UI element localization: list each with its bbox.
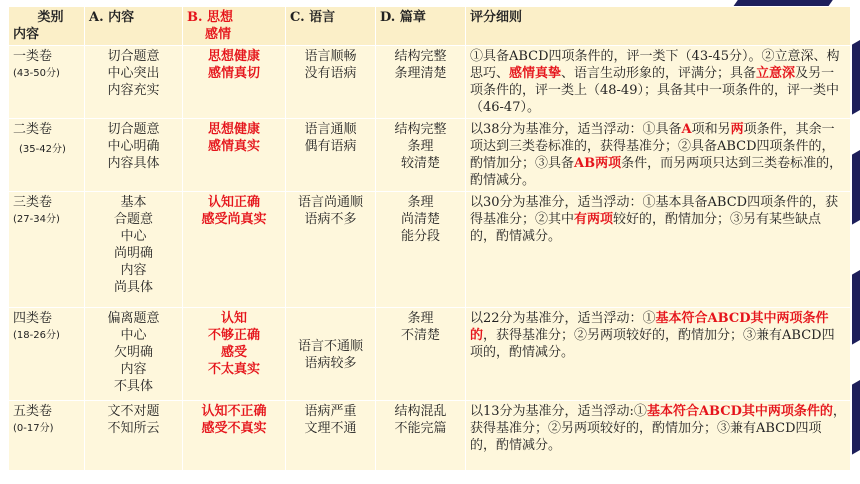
- structure-line: 条理清楚: [394, 66, 447, 81]
- grade-name: 三类卷: [13, 195, 53, 210]
- scoring-detail-cell: [466, 401, 851, 471]
- content-line: 内容充实: [107, 83, 160, 98]
- content-line: 不知所云: [107, 421, 160, 436]
- structure-cell: [376, 192, 466, 308]
- structure-line: 尚清楚: [400, 212, 440, 227]
- detail-text: 条件，而另两项只达到三类卷标准的，酌情减分。: [470, 156, 843, 188]
- content-line: 中心: [120, 229, 147, 244]
- detail-text: 以22分为基准分，适当浮动：①: [470, 311, 656, 326]
- header-col-b: [183, 7, 286, 46]
- emotion-line: 认知不正确: [201, 404, 267, 419]
- scoring-detail-cell: [466, 192, 851, 308]
- grade-range: (18-26分): [13, 330, 60, 341]
- content-line: 中心明确: [107, 139, 160, 154]
- table-row: [9, 119, 851, 192]
- grade-cell: [9, 46, 85, 119]
- grade-range: (0-17分): [13, 423, 54, 434]
- content-line: 内容: [120, 362, 147, 377]
- language-line: 文理不通: [304, 421, 357, 436]
- table-row: [9, 308, 851, 401]
- content-line: 中心: [120, 328, 147, 343]
- emotion-line: 感受: [220, 345, 247, 360]
- language-line: 语言不通顺: [297, 339, 363, 354]
- grade-range: (35-42分): [19, 144, 66, 155]
- emotion-line: 思想健康: [207, 49, 260, 64]
- language-cell: [286, 119, 376, 192]
- scoring-detail-cell: [466, 46, 851, 119]
- language-cell: [286, 46, 376, 119]
- emotion-cell: [183, 192, 286, 308]
- content-cell: [85, 46, 183, 119]
- emotion-line: 认知: [220, 311, 247, 326]
- content-line: 偏离题意: [107, 311, 160, 326]
- content-cell: [85, 119, 183, 192]
- emotion-cell: [183, 401, 286, 471]
- table-row: [9, 401, 851, 471]
- structure-line: 结构完整: [394, 49, 447, 64]
- language-line: 偶有语病: [304, 139, 357, 154]
- language-cell: [286, 308, 376, 401]
- detail-text: ①具备ABCD四项条件的，评一类下（43-45分）。②立意深、构思巧、: [470, 49, 840, 81]
- structure-line: 不清楚: [400, 328, 440, 343]
- language-cell: [286, 401, 376, 471]
- language-line: 语言尚通顺: [297, 195, 363, 210]
- content-line: 文不对题: [107, 404, 160, 419]
- header-col-detail: 评分细则: [466, 7, 851, 46]
- language-cell: [286, 192, 376, 308]
- emotion-line: 认知正确: [207, 195, 260, 210]
- emotion-line: 思想健康: [207, 122, 260, 137]
- detail-text: 项条件，其余一项达到三类卷标准的，获得基准分；②具备ABCD四项条件的，酌情加分；③具备: [470, 122, 835, 171]
- structure-cell: [376, 308, 466, 401]
- detail-text: 较好的，酌情加分；③另有某些缺点的，酌情减分。: [470, 212, 822, 244]
- grade-name: 一类卷: [13, 49, 53, 64]
- structure-line: 结构完整: [394, 122, 447, 137]
- grade-name: 四类卷: [13, 311, 53, 326]
- detail-highlight: 两: [730, 122, 744, 137]
- grading-table: [8, 6, 851, 471]
- detail-text: ，获得基准分；②另两项较好的，酌情加分；③兼有ABCD四项的，酌情减分。: [470, 328, 835, 360]
- scoring-detail-cell: [466, 308, 851, 401]
- detail-highlight: AB两项: [574, 156, 622, 171]
- emotion-line: 感情真切: [207, 66, 260, 81]
- language-line: 没有语病: [304, 66, 357, 81]
- structure-line: 较清楚: [400, 156, 440, 171]
- grade-range: (27-34分): [13, 214, 60, 225]
- grade-name: 二类卷: [13, 122, 53, 137]
- content-line: 欠明确: [113, 345, 153, 360]
- detail-text: 以30分为基准分，适当浮动：①基本具备ABCD四项条件的，获得基准分；②其中: [470, 195, 839, 227]
- emotion-line: 不够正确: [207, 328, 260, 343]
- structure-line: 条理: [407, 139, 434, 154]
- structure-cell: [376, 401, 466, 471]
- content-cell: [85, 308, 183, 401]
- language-line: 语言通顺: [304, 122, 357, 137]
- language-line: 语病严重: [304, 404, 357, 419]
- detail-text: ，获得基准分；②另两项较好的，酌情加分；③兼有ABCD四项的，酌情减分。: [470, 404, 846, 453]
- header-col-b-line1: B. 思想: [187, 10, 234, 25]
- header-col-c: C. 语言: [286, 7, 376, 46]
- content-line: 基本: [120, 195, 147, 210]
- grade-cell: [9, 308, 85, 401]
- emotion-line: 感受尚真实: [201, 212, 267, 227]
- content-line: 尚具体: [113, 280, 153, 295]
- structure-line: 结构混乱: [394, 404, 447, 419]
- language-line: 语言顺畅: [304, 49, 357, 64]
- scoring-detail-cell: [466, 119, 851, 192]
- grade-cell: [9, 401, 85, 471]
- content-line: 合题意: [113, 212, 153, 227]
- detail-highlight: A: [681, 122, 692, 137]
- header-col-a: A. 内容: [85, 7, 183, 46]
- emotion-line: 不太真实: [207, 362, 260, 377]
- emotion-cell: [183, 119, 286, 192]
- emotion-line: 感情真实: [207, 139, 260, 154]
- content-line: 中心突出: [107, 66, 160, 81]
- content-line: 尚明确: [113, 246, 153, 261]
- table-row: [9, 46, 851, 119]
- detail-highlight: 基本符合ABCD其中两项条件的: [470, 311, 829, 343]
- detail-highlight: 立意深: [756, 66, 796, 81]
- structure-line: 条理: [407, 195, 434, 210]
- grade-cell: [9, 192, 85, 308]
- content-line: 切合题意: [107, 49, 160, 64]
- detail-highlight: 有两项: [574, 212, 614, 227]
- detail-highlight: 感情真挚: [509, 66, 562, 81]
- content-line: 切合题意: [107, 122, 160, 137]
- language-line: 语病较多: [304, 356, 357, 371]
- header-category: [9, 7, 85, 46]
- detail-text: 、语言生动形象的，评满分；具备: [561, 66, 757, 81]
- content-cell: [85, 401, 183, 471]
- content-line: 内容: [120, 263, 147, 278]
- emotion-line: 感受不真实: [201, 421, 267, 436]
- content-line: 内容具体: [107, 156, 160, 171]
- detail-highlight: 基本符合ABCD其中两项条件的: [646, 404, 833, 419]
- structure-line: 能分段: [400, 229, 440, 244]
- emotion-cell: [183, 46, 286, 119]
- detail-text: 及另一项条件的，评一类上（48-49）；具备其中一项条件的，评一类中（46-47）。: [470, 66, 839, 115]
- language-line: 语病不多: [304, 212, 357, 227]
- grade-cell: [9, 119, 85, 192]
- grade-name: 五类卷: [13, 404, 53, 419]
- content-line: 不具体: [113, 379, 153, 394]
- header-col-b-line2: 感情: [205, 27, 232, 42]
- detail-text: 以38分为基准分，适当浮动：①具备: [470, 122, 682, 137]
- header-category-label: 类别: [37, 10, 64, 25]
- structure-line: 不能完篇: [394, 421, 447, 436]
- table-row: [9, 192, 851, 308]
- header-col-d: D. 篇章: [376, 7, 466, 46]
- grade-range: (43-50分): [13, 68, 60, 79]
- header-content-label: 内容: [13, 27, 40, 42]
- structure-cell: [376, 119, 466, 192]
- detail-text: 项和另: [691, 122, 731, 137]
- table-header-row: [9, 7, 851, 46]
- detail-text: 以13分为基准分，适当浮动:①: [470, 404, 647, 419]
- structure-cell: [376, 46, 466, 119]
- emotion-cell: [183, 308, 286, 401]
- content-cell: [85, 192, 183, 308]
- structure-line: 条理: [407, 311, 434, 326]
